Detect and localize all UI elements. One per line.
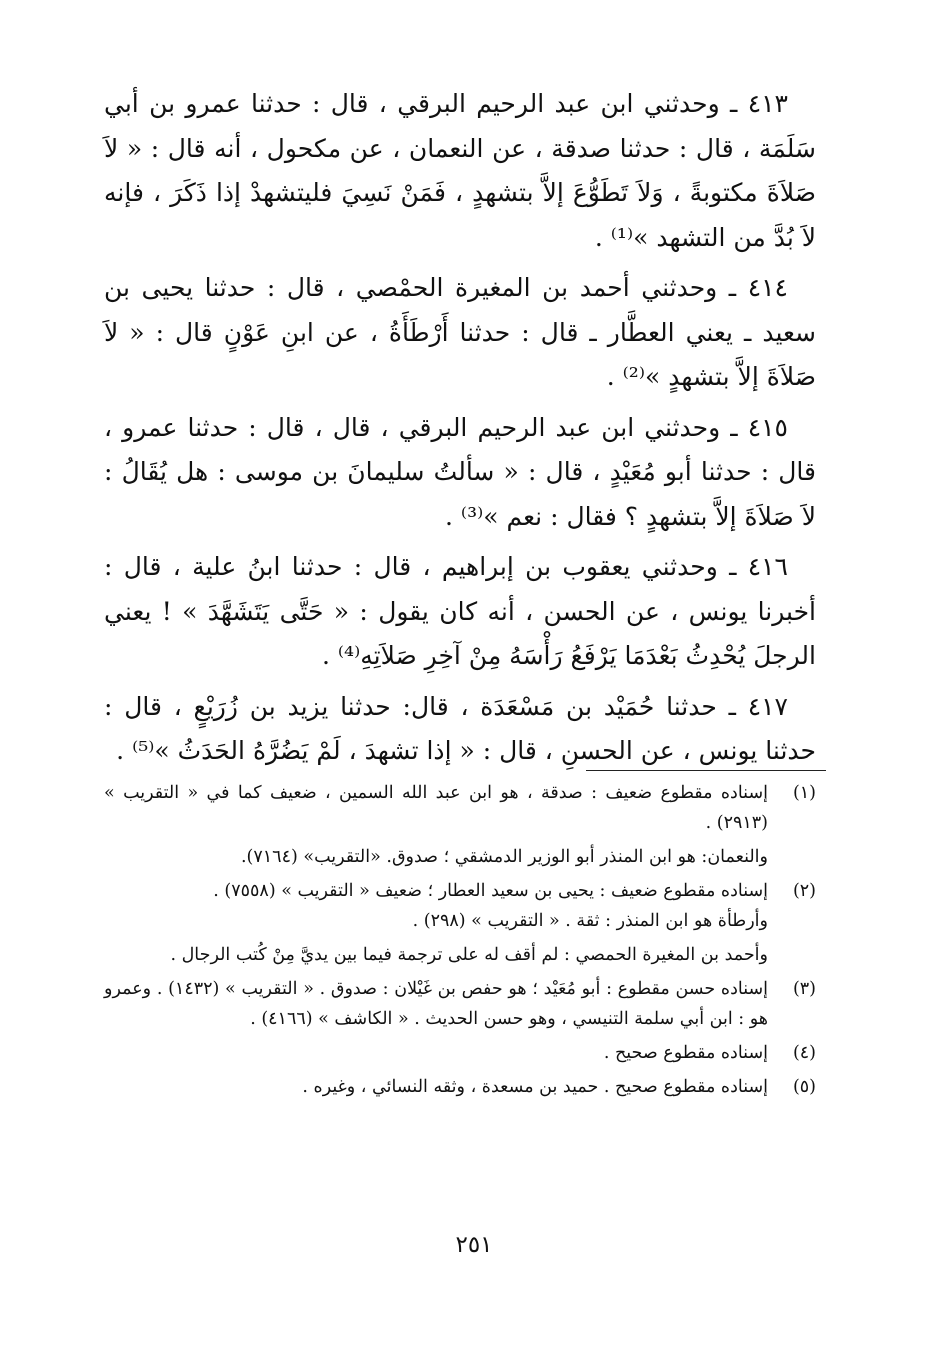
footnote-line: إسناده مقطوع صحيح . (603, 1043, 768, 1063)
footnote-divider (586, 770, 826, 771)
footnote-line: إسناده مقطوع ضعيف : صدقة ، هو ابن عبد الله السمين ، ضعيف كما في « التقريب » (٢٩١٣) . (104, 783, 768, 833)
footnote-body (104, 876, 768, 936)
footnote-line: وأرطأة هو ابن المنذر : ثقة . « التقريب » (٢٩٨) . (412, 911, 768, 931)
footnote-continuation: والنعمان: هو ابن المنذر أبو الوزير الدمشقي ؛ صدوق. «التقريب» (٧١٦٤). (240, 847, 768, 867)
footnote-body (104, 778, 768, 838)
footnote-5 (104, 1072, 816, 1102)
hadith-paragraph-414: ٤١٤ ـ وحدثني أحمد بن المغيرة الحمْصي ، قال : حدثنا يحيى بن سعيد ـ يعني العطَّار ـ قال : حدثنا أَرْطَأَةُ ، عن ابنِ عَوْنٍ قال : « لاَ صَلاَةَ إلاَّ بتشهدٍ »⁽²⁾ . (104, 273, 816, 391)
hadith-paragraph-416: ٤١٦ ـ وحدثني يعقوب بن إبراهيم ، قال : حدثنا ابنُ علية ، قال : أخبرنا يونس ، عن الحسن ، أنه كان يقول : « حَتَّى يَتَشَهَّدَ » ! يعني الرجلَ يُحْدِثُ بَعْدَمَا يَرْفَعُ رَأْسَهُ مِنْ آخِرِ صَلاَتِهِ⁽⁴⁾ . (104, 552, 816, 670)
footnote-4 (104, 1038, 816, 1068)
footnote-body (104, 974, 768, 1034)
footnote-number: (٢) (792, 881, 816, 901)
hadith-paragraph-413: ٤١٣ ـ وحدثني ابن عبد الرحيم البرقي ، قال : حدثنا عمرو بن أبي سَلَمَة ، قال : حدثنا صدقة ، عن النعمان ، عن مكحول ، أنه قال : « لاَ صَلاَةَ مكتوبةً ، وَلاَ تَطَوُّعَ إلاَّ بتشهدٍ ، فَمَنْ نَسِيَ فليتشهدْ إذا ذَكَرَ ، فإنه لاَ بُدَّ من التشهد »⁽¹⁾ . (104, 89, 816, 252)
footnote-body (104, 1038, 768, 1068)
page-number: ٢٥١ (455, 1232, 493, 1258)
footnote-number: (٤) (792, 1043, 816, 1063)
footnote-line: إسناده حسن مقطوع : أبو مُعَيْد ؛ هو حفص بن غَيْلان : صدوق . « التقريب » (١٤٣٢) . وعمرو هو : ابن أبي سلمة التنيسي ، وهو حسن الحديث . « الكاشف » (٤١٦٦) . (104, 979, 768, 1029)
footnote-line: إسناده مقطوع ضعيف : يحيى بن سعيد العطار ؛ ضعيف « التقريب » (٧٥٥٨) . (213, 881, 768, 901)
footnote-body (104, 1072, 768, 1102)
footnote-number: (١) (792, 783, 816, 803)
hadith-paragraph-417: ٤١٧ ـ حدثنا حُمَيْد بن مَسْعَدَة ، قال: حدثنا يزيد بن زُرَيْعٍ ، قال : حدثنا يونس ، عن الحسنِ ، قال : « إذا تشهدَ ، لَمْ يَضُرَّهُ الحَدَثُ »⁽⁵⁾ . (104, 691, 816, 765)
footnote-2 (104, 876, 816, 936)
main-text (104, 82, 816, 780)
footnote-line: إسناده مقطوع صحيح . حميد بن مسعدة ، وثقه النسائي ، وغيره . (302, 1077, 768, 1097)
footnote-number: (٥) (792, 1077, 816, 1097)
footnote-continuation: وأحمد بن المغيرة الحمصي : لم أقف له على ترجمة فيما بين يديَّ مِنْ كُتب الرجال . (170, 945, 768, 965)
footnote-number: (٣) (792, 979, 816, 999)
footnote-1 (104, 778, 816, 838)
hadith-paragraph-415: ٤١٥ ـ وحدثني ابن عبد الرحيم البرقي ، قال ، قال : حدثنا عمرو ، قال : حدثنا أبو مُعَيْدٍ ، قال : « سألتُ سليمانَ بن موسى : هل يُقَالُ : لاَ صَلاَةَ إلاَّ بتشهدٍ ؟ فقال : نعم »⁽³⁾ . (104, 412, 816, 531)
footnotes (104, 778, 816, 1106)
footnote-3 (104, 974, 816, 1034)
